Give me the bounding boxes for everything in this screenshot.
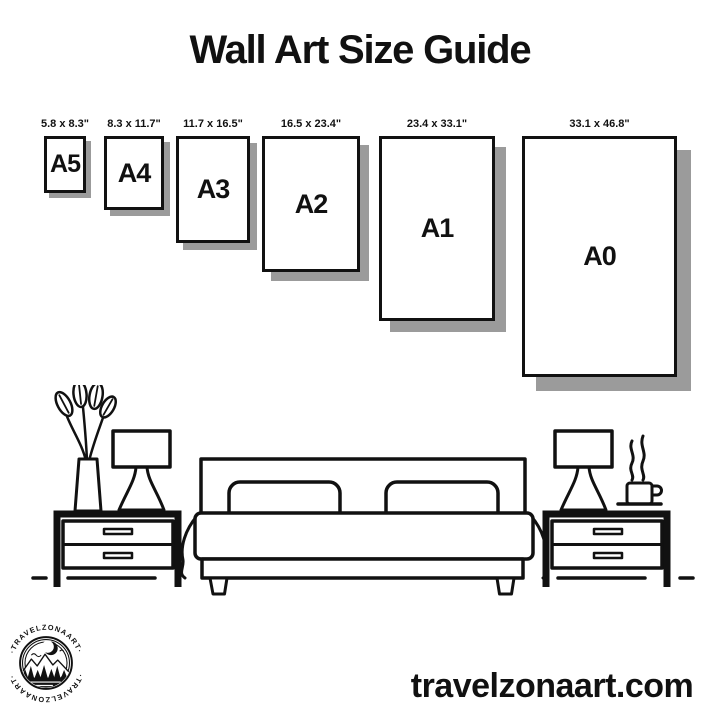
frame-a0 [522,136,677,377]
size-dimension-label: 8.3 x 11.7" [107,118,161,130]
size-dimension-label: 16.5 x 23.4" [280,118,342,130]
frame-a5 [44,136,86,193]
frame-size-name: A5 [50,150,80,178]
page-title: Wall Art Size Guide [189,28,531,72]
frame-a4 [104,136,164,210]
nightstand-left [57,514,178,587]
bed-foot [210,578,514,594]
frame-size-name: A1 [420,213,454,243]
size-dimension-label: 33.1 x 46.8" [569,118,630,130]
logo-text-top: ·TRAVELZONAART· [7,622,85,655]
bedroom-illustration [20,385,700,600]
size-dimension-label: 11.7 x 16.5" [183,118,243,130]
bed-icon [182,459,547,594]
frame-size-name: A4 [117,157,151,188]
frame-size-name: A3 [196,174,230,204]
size-dimension-label: 5.8 x 8.3" [40,118,90,130]
frame-size-name: A2 [294,188,328,219]
logo-badge [2,619,90,707]
coffee-cup-icon [618,436,662,504]
steam-icon [631,436,644,480]
frame-size-name: A0 [583,241,616,271]
table-lamp-left-icon [113,431,170,510]
website-url: travelzonaart.com [410,667,694,705]
bed-base [202,559,523,578]
frame-a2 [262,136,360,272]
table-lamp-right-icon [555,431,612,510]
mattress [195,513,533,559]
nightstand-right [546,514,667,587]
size-dimension-label: 23.4 x 33.1" [406,118,468,130]
logo-text-bottom: ·TRAVELZONAART· [6,672,86,705]
frame-a3 [176,136,250,243]
plant-vase-icon [52,385,119,511]
frame-a1 [379,136,495,321]
